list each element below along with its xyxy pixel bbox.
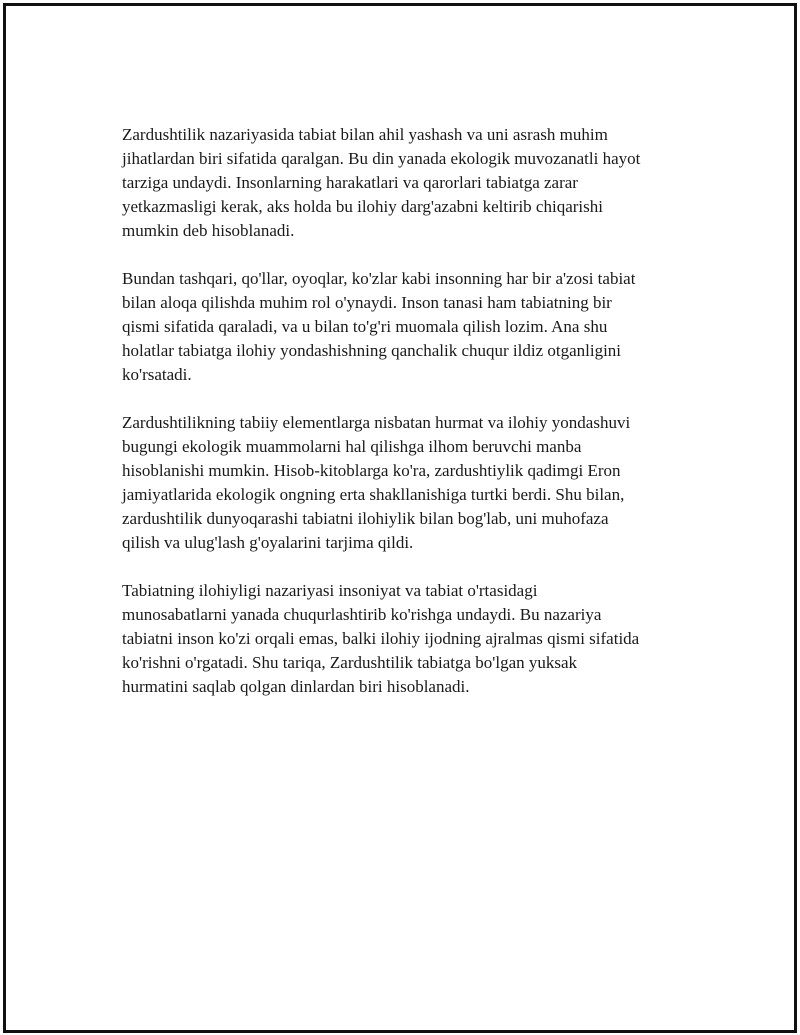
- paragraph-line: jamiyatlarida ekologik ongning erta shakllanishiga turtki berdi. Shu bilan,: [122, 485, 625, 504]
- paragraph-line: munosabatlarni yanada chuqurlashtirib ko'rishga undaydi. Bu nazariya: [122, 605, 602, 624]
- paragraph-line: Bundan tashqari, qo'llar, oyoqlar, ko'zlar kabi insonning har bir a'zosi tabiat: [122, 269, 636, 288]
- document-body: [122, 123, 722, 723]
- paragraph-line: bilan aloqa qilishda muhim rol o'ynaydi. Inson tanasi ham tabiatning bir: [122, 293, 612, 312]
- paragraph-line: qismi sifatida qaraladi, va u bilan to'g'ri muomala qilish lozim. Ana shu: [122, 317, 608, 336]
- paragraph-line: holatlar tabiatga ilohiy yondashishning qanchalik chuqur ildiz otganligini: [122, 341, 622, 360]
- paragraph-line: tabiatni inson ko'zi orqali emas, balki ilohiy ijodning ajralmas qismi sifatida: [122, 629, 640, 648]
- paragraph-line: ko'rsatadi.: [122, 365, 192, 384]
- paragraph-2: [122, 267, 722, 387]
- paragraph-4: [122, 579, 722, 699]
- paragraph-line: Zardushtilikning tabiiy elementlarga nisbatan hurmat va ilohiy yondashuvi: [122, 413, 631, 432]
- paragraph-line: qilish va ulug'lash g'oyalarini tarjima qildi.: [122, 533, 414, 552]
- paragraph-line: Zardushtilik nazariyasida tabiat bilan ahil yashash va uni asrash muhim: [122, 125, 608, 144]
- paragraph-line: hurmatini saqlab qolgan dinlardan biri hisoblanadi.: [122, 677, 470, 696]
- paragraph-line: hisoblanishi mumkin. Hisob-kitoblarga ko'ra, zardushtiylik qadimgi Eron: [122, 461, 621, 480]
- paragraph-line: ko'rishni o'rgatadi. Shu tariqa, Zardushtilik tabiatga bo'lgan yuksak: [122, 653, 578, 672]
- paragraph-line: yetkazmasligi kerak, aks holda bu ilohiy darg'azabni keltirib chiqarishi: [122, 197, 603, 216]
- paragraph-3: [122, 411, 722, 555]
- page-frame: [3, 3, 797, 1033]
- paragraph-line: mumkin deb hisoblanadi.: [122, 221, 295, 240]
- paragraph-line: tarziga undaydi. Insonlarning harakatlari va qarorlari tabiatga zarar: [122, 173, 578, 192]
- paragraph-1: [122, 123, 722, 243]
- paragraph-line: Tabiatning ilohiyligi nazariyasi insoniyat va tabiat o'rtasidagi: [122, 581, 538, 600]
- paragraph-line: bugungi ekologik muammolarni hal qilishga ilhom beruvchi manba: [122, 437, 582, 456]
- paragraph-line: jihatlardan biri sifatida qaralgan. Bu din yanada ekologik muvozanatli hayot: [122, 149, 641, 168]
- paragraph-line: zardushtilik dunyoqarashi tabiatni ilohiylik bilan bog'lab, uni muhofaza: [122, 509, 609, 528]
